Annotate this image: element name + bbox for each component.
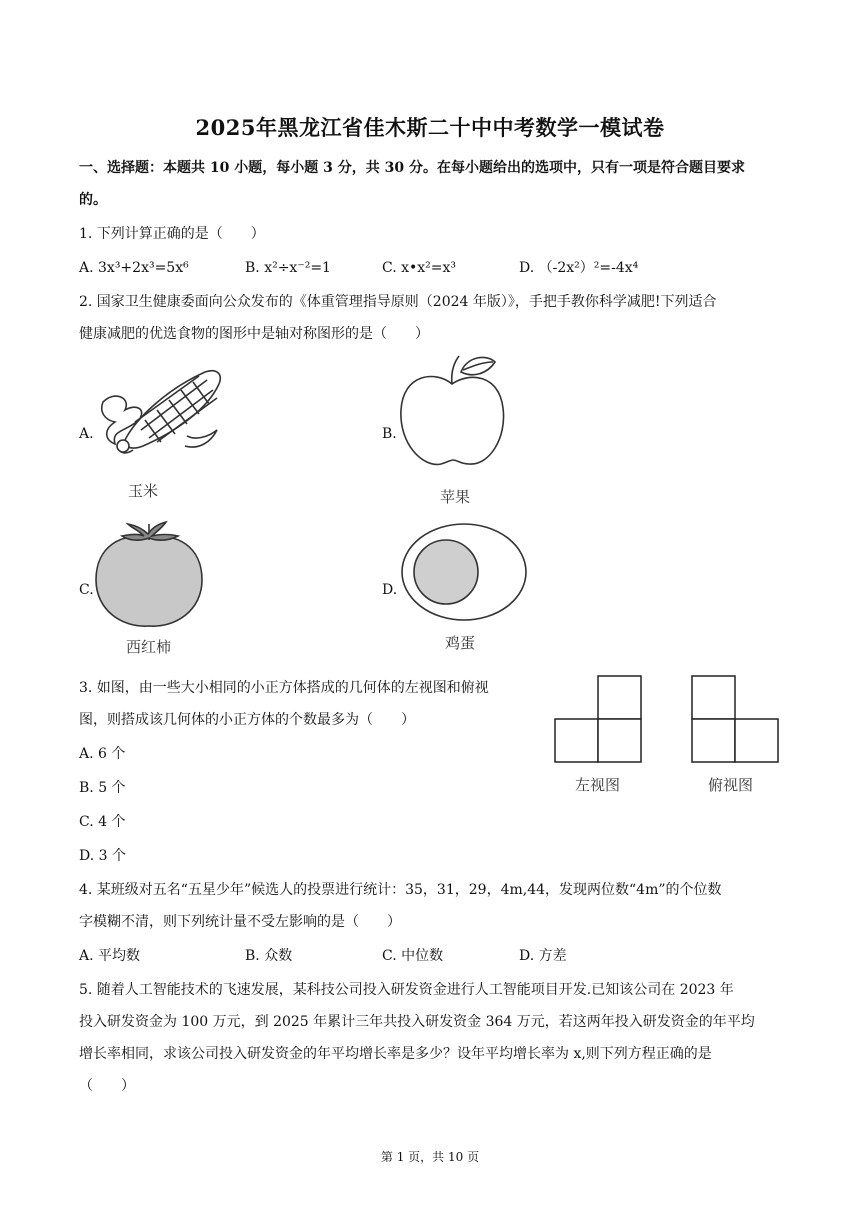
q5-line2: 投入研发资金为 100 万元，到 2025 年累计三年共投入研发资金 364 万元，若这两年投入研发资金的年平均 [79,1014,755,1030]
q3-line1: 3. 如图，由一些大小相同的小正方体搭成的几何体的左视图和俯视 [79,680,489,696]
q2-option-d-label: D. [382,582,398,598]
left-view-caption: 左视图 [575,776,621,794]
q2-option-c-label: C. [79,582,94,598]
q2-line2: 健康减肥的优选食物的图形中是轴对称图形的是（ ） [79,326,429,342]
q1-option-c: C. x•x²=x³ [382,260,457,276]
q3-option-a: A. 6 个 [79,746,126,762]
q5-line3: 增长率相同，求该公司投入研发资金的年平均增长率是多少？设年平均增长率为 x,则下列方程正确的是 [79,1046,712,1062]
q2-caption-b: 苹果 [440,488,471,506]
q4-option-c: C. 中位数 [382,948,444,964]
q2-option-b-label: B. [382,426,397,442]
q2-caption-c: 西红柿 [126,638,172,656]
q3-line2: 图，则搭成该几何体的小正方体的个数最多为（ ） [79,712,415,728]
page-footer: 第 1 页，共 10 页 [380,1150,480,1164]
section1-line1: 一、选择题：本题共 10 小题，每小题 3 分，共 30 分。在每小题给出的选项中，只有一项是符合题目要求 [79,160,745,176]
q3-option-c: C. 4 个 [79,814,126,830]
top-view-diagram [690,674,782,766]
q2-option-a-label: A. [79,426,94,442]
apple-image [395,352,510,472]
corn-image [95,360,230,460]
q5-line4: （ ） [79,1078,135,1094]
q2-caption-a: 玉米 [128,482,159,500]
left-view-diagram [553,674,645,766]
q4-option-b: B. 众数 [245,948,293,964]
q4-option-d: D. 方差 [519,948,567,964]
q3-option-d: D. 3 个 [79,848,126,864]
section1-line2: 的。 [79,192,107,208]
q2-line1: 2. 国家卫生健康委面向公众发布的《体重管理指导原则（2024 年版）》，手把手教你科学减肥!下列适合 [79,294,717,310]
q2-caption-d: 鸡蛋 [445,634,476,652]
q4-line2: 字模糊不清，则下列统计量不受左影响的是（ ） [79,914,401,930]
q3-option-b: B. 5 个 [79,780,126,796]
q1-option-b: B. x²÷x⁻²=1 [245,260,331,276]
q1-option-a: A. 3x³+2x³=5x⁶ [79,260,189,276]
egg-image [398,520,530,624]
tomato-image [92,518,207,630]
q4-line1: 4. 某班级对五名“五星少年”候选人的投票进行统计：35，31，29，4m,44，发现两位数“4m”的个位数 [79,882,722,898]
top-view-caption: 俯视图 [708,776,754,794]
q5-line1: 5. 随着人工智能技术的飞速发展，某科技公司投入研发资金进行人工智能项目开发.已知该公司在 2023 年 [79,982,734,998]
q1-stem: 1. 下列计算正确的是（ ） [79,226,265,242]
q1-option-d: D. （-2x²）²=-4x⁴ [519,260,639,276]
page-title: 2025年黑龙江省佳木斯二十中中考数学一模试卷 [195,115,665,140]
q4-option-a: A. 平均数 [79,948,141,964]
